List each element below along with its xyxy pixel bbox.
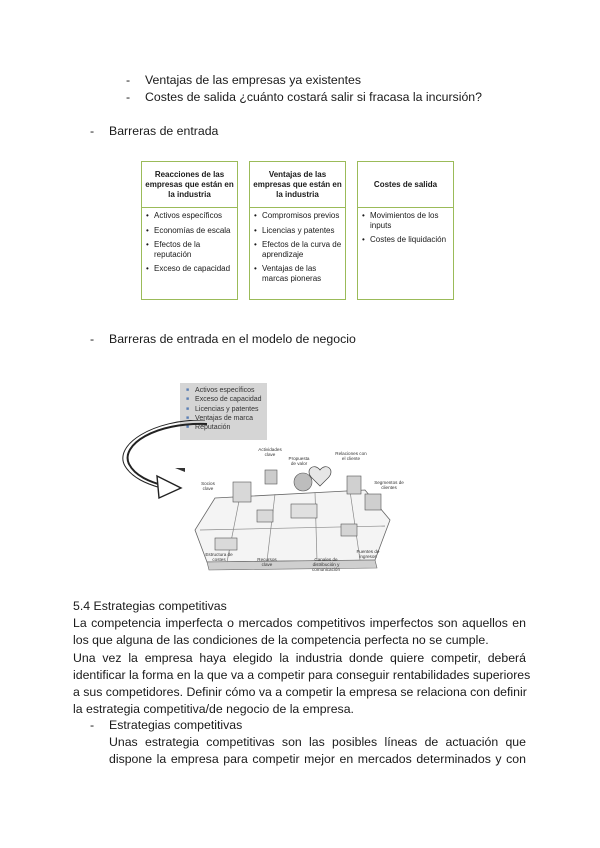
paragraph-line: la estrategia competitiva/de negocio de la empresa. <box>73 702 354 716</box>
caption-key-activities: Actividades clave <box>258 447 282 458</box>
table-header: Costes de salida <box>358 162 453 208</box>
list-item: • Licencias y patentes <box>254 226 342 236</box>
list-item: • Efectos de la reputación <box>146 240 234 259</box>
paragraph-line: dispone la empresa para competir mejor en mercados determinados y con <box>109 752 526 766</box>
paragraph-line: identificar la forma en la que va a competir para conseguir rentabilidades superiores <box>73 668 531 682</box>
paragraph-line: los que alguna de las condiciones de la competencia perfecta no se cumple. <box>73 633 489 647</box>
table-header: Ventajas de las empresas que están en la industria <box>250 162 345 208</box>
table-advantages <box>249 161 346 300</box>
bullet-exit-costs: Costes de salida ¿cuánto costará salir si fracasa la incursión? <box>145 90 482 104</box>
bullet-dash: - <box>90 718 95 732</box>
heading-entry-barriers: Barreras de entrada <box>109 124 219 138</box>
revenue-icon <box>341 524 357 536</box>
channels-icon <box>291 504 317 518</box>
list-item: • Costes de liquidación <box>362 235 450 245</box>
arrow-head-icon <box>157 476 181 498</box>
list-item: • Activos específicos <box>146 211 234 221</box>
paragraph-line: a sus competidores. Definir cómo va a competir la empresa se relaciona con definir <box>73 685 527 699</box>
caption-customer-relationships: Relaciones con el cliente <box>335 451 367 462</box>
caption-customer-segments: Segmentos de clientes <box>374 480 404 491</box>
bullet-dash: - <box>126 73 131 87</box>
key-activities-icon <box>265 470 277 484</box>
section-title: 5.4 Estrategias competitivas <box>73 599 227 613</box>
caption-key-partners: Socios clave <box>201 481 215 492</box>
customer-segments-icon <box>365 494 381 510</box>
paragraph-line: La competencia imperfecta o mercados competitivos imperfectos son aquellos en <box>73 616 526 630</box>
paragraph-line: Unas estrategia competitivas son las posibles líneas de actuación que <box>109 735 526 749</box>
list-item: • Compromisos previos <box>254 211 342 221</box>
paragraph-line: Una vez la empresa haya elegido la industria donde quiere competir, deberá <box>73 651 526 665</box>
caption-cost-structure: Estructura de costes <box>205 552 233 563</box>
bullet-existing-advantages: Ventajas de las empresas ya existentes <box>145 73 361 87</box>
key-resources-icon <box>257 510 273 522</box>
table-exit-costs <box>357 161 454 300</box>
list-item: • Economías de escala <box>146 226 234 236</box>
list-item: ■ Activos específicos <box>186 386 267 395</box>
heading-competitive-strategies: Estrategias competitivas <box>109 718 243 732</box>
caption-channels: Canales de distribución y comunicación <box>311 557 341 573</box>
list-item: ■ Exceso de capacidad <box>186 395 267 404</box>
heading-business-model-barriers: Barreras de entrada en el modelo de negocio <box>109 332 356 346</box>
list-item: ■ Reputación <box>186 423 267 432</box>
list-item: • Efectos de la curva de aprendizaje <box>254 240 342 259</box>
list-item: ■ Ventajas de marca <box>186 414 267 423</box>
curved-arrow-icon <box>128 424 207 486</box>
list-item: ■ Licencias y patentes <box>186 405 267 414</box>
bullet-dash: - <box>126 90 131 104</box>
caption-revenue-streams: Fuentes de ingresos <box>356 549 380 560</box>
table-reactions <box>141 161 238 300</box>
bullet-dash: - <box>90 332 95 346</box>
key-partners-icon <box>233 482 251 502</box>
list-item: • Movimientos de los inputs <box>362 211 450 230</box>
caption-key-resources: Recursos clave <box>257 557 277 568</box>
bullet-dash: - <box>90 124 95 138</box>
value-proposition-icon <box>294 473 312 491</box>
cost-structure-icon <box>215 538 237 550</box>
table-header: Reacciones de las empresas que están en la industria <box>142 162 237 208</box>
list-item: • Ventajas de las marcas pioneras <box>254 264 342 283</box>
caption-value-proposition: Propuesta de valor <box>288 456 310 467</box>
heart-icon <box>309 467 331 486</box>
customer-relationships-icon <box>347 476 361 494</box>
list-item: • Exceso de capacidad <box>146 264 234 274</box>
